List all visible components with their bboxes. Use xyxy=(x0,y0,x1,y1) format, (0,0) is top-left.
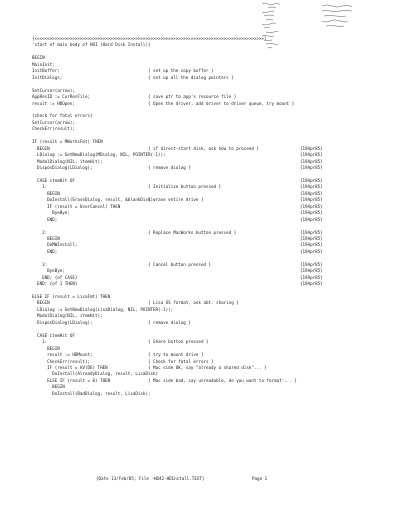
code-text: DoInstall(EraseDialog, result, &blankDisk); xyxy=(32,197,156,203)
revision-date: {19Apr85} xyxy=(300,177,323,183)
revision-date: {19Apr85} xyxy=(300,165,323,170)
code-text: END; {of 1 THEN} xyxy=(32,281,78,287)
code-comment: { try to mount drive } xyxy=(148,352,204,358)
code-text: 'start of main body of HDI (Hard Disk Install)} xyxy=(32,42,151,48)
code-comment: { Mac side OK, say "already a shared disk"... } xyxy=(148,364,267,370)
code-comment: { save ptr to app's resource file } xyxy=(148,94,237,100)
code-comment: { remove dialog } xyxy=(148,165,191,170)
code-comment: { Initialize button pressed } xyxy=(148,184,222,190)
code-text: ELSE IF (result = 0) THEN xyxy=(32,377,111,383)
code-text: MainInit; xyxy=(32,61,55,67)
code-text: ByeBye; xyxy=(32,210,70,216)
revision-date: {19Apr85} xyxy=(300,197,323,203)
code-text: DoInstall(AlreadyDialog, result, LisaDisk) xyxy=(32,371,159,377)
revision-date: {19Apr85} xyxy=(300,229,323,235)
code-text: 1: xyxy=(32,339,48,345)
code-comment: { set up all the dialog pointers } xyxy=(148,74,234,80)
code-text: BEGIN xyxy=(32,55,45,61)
code-text: ByeBye; xyxy=(32,268,65,274)
code-text: result := HDOpen; xyxy=(32,100,75,106)
code-text: CheckErr(result); xyxy=(32,126,75,132)
code-text: CASE itemHit OF xyxy=(32,332,75,338)
revision-date: {19Apr85} xyxy=(300,248,323,254)
revision-date: {19Apr85} xyxy=(300,203,323,209)
revision-date: {19Apr85} xyxy=(300,184,323,190)
code-text: IF (result = AV(DE) THEN xyxy=(32,364,108,370)
code-text: LDialog := GetNewDialog(LisaDialog, NIL, POINTER(-1)); xyxy=(32,306,174,312)
code-text: BEGIN xyxy=(32,190,60,196)
revision-date: {19Apr85} xyxy=(300,210,323,216)
code-text: DisposDialog(LDialog); xyxy=(32,165,93,170)
code-text: END; xyxy=(32,248,58,254)
revision-date: {19Apr85} xyxy=(300,152,323,158)
code-text: AppResID := CurResFile; xyxy=(32,94,90,100)
code-comment: { Share button pressed } xyxy=(148,339,209,345)
code-text: InitBuffer; xyxy=(32,68,60,74)
revision-date: {19Apr85} xyxy=(300,145,323,151)
code-text: 1: xyxy=(32,184,48,190)
code-comment: { remove dialog } xyxy=(148,319,191,325)
revision-date: {19Apr85} xyxy=(300,281,323,287)
code-comment: { set up the copy buffer } xyxy=(148,68,214,74)
revision-date: {19Apr85} xyxy=(300,235,323,241)
page-number: Page 1 xyxy=(252,476,268,481)
revision-date: {19Apr85} xyxy=(300,274,323,280)
code-text: {check for fatal errors} xyxy=(32,113,93,119)
code-comment: { Mac side bad, say unreadable, do you want to format'... } xyxy=(148,377,297,383)
code-comment: { Lisa OS format, ask abt. sharing } xyxy=(148,300,239,306)
code-text: ModalDialog(NIL, itemHit); xyxy=(32,158,103,164)
revision-date: {19Apr85} xyxy=(300,242,323,248)
code-text: BEGIN xyxy=(32,384,65,390)
code-text: {<<<<<<>>>>>>>>>>>>>>>>>>>>>>>>>>>>>>>>>>>>>>>>>>>>>>>>>>>>>>>>>>>>>>>>>>>>>>>>>>>>>>>>>>>>>} xyxy=(32,36,267,41)
code-text: CASE itemHit OF xyxy=(32,177,75,183)
code-text: LDialog := GetNewDialog(MDialog, NIL, POINTER(-1)); xyxy=(32,152,166,158)
code-text: 3: xyxy=(32,261,48,267)
code-text: 2: xyxy=(32,229,48,235)
code-text: ELSE IF (result = LisaFmt) THEN xyxy=(32,294,111,299)
code-comment: { erase entire drive } xyxy=(148,197,204,203)
code-text: ModalDialog(NIL, itemHit); xyxy=(32,313,103,319)
revision-date: {19Apr85} xyxy=(300,216,323,222)
code-comment: { Replace MacWorks button pressed } xyxy=(148,229,237,235)
revision-date: {19Apr85} xyxy=(300,190,323,196)
revision-date: {19Apr85} xyxy=(300,158,323,164)
code-text: DoInstall(BadDialog, result, LisaDisk); xyxy=(32,390,151,396)
code-text: InitDialogs; xyxy=(32,74,63,80)
code-text: END; xyxy=(32,216,58,222)
code-text: BEGIN xyxy=(32,145,50,151)
revision-date: {19Apr85} xyxy=(300,261,323,267)
code-comment: { Cancel button pressed } xyxy=(148,261,212,267)
code-text: SetCursor(arrow); xyxy=(32,119,75,125)
code-text: DisposDialog(LDialog); xyxy=(32,319,93,325)
code-text: IF (result = MWorksFmt) THEN xyxy=(32,139,103,145)
code-comment: { if direct-start disk, ask how to proceed } xyxy=(148,145,259,151)
code-text: SetCursor(arrow); xyxy=(32,87,75,93)
code-text: BEGIN xyxy=(32,235,60,241)
code-text: BEGIN xyxy=(32,345,60,351)
code-text: DoMWInstall; xyxy=(32,242,78,248)
code-comment: { Open the driver, add driver to driver queue, try mount } xyxy=(148,100,295,106)
revision-date: {19Apr85} xyxy=(300,268,323,274)
code-text: BEGIN xyxy=(32,300,50,306)
page-footer-info: {Date 13/Feb/85; File -HD42-HDInstall.TEXT} xyxy=(96,476,205,481)
code-comment: { Check for fatal errors } xyxy=(148,358,214,364)
code-text: result := HDMount; xyxy=(32,352,93,358)
code-text: CheckErr(result); xyxy=(32,358,90,364)
code-text: END; {of CASE} xyxy=(32,274,78,280)
code-text: IF (result = UserCancel) THEN xyxy=(32,203,121,209)
